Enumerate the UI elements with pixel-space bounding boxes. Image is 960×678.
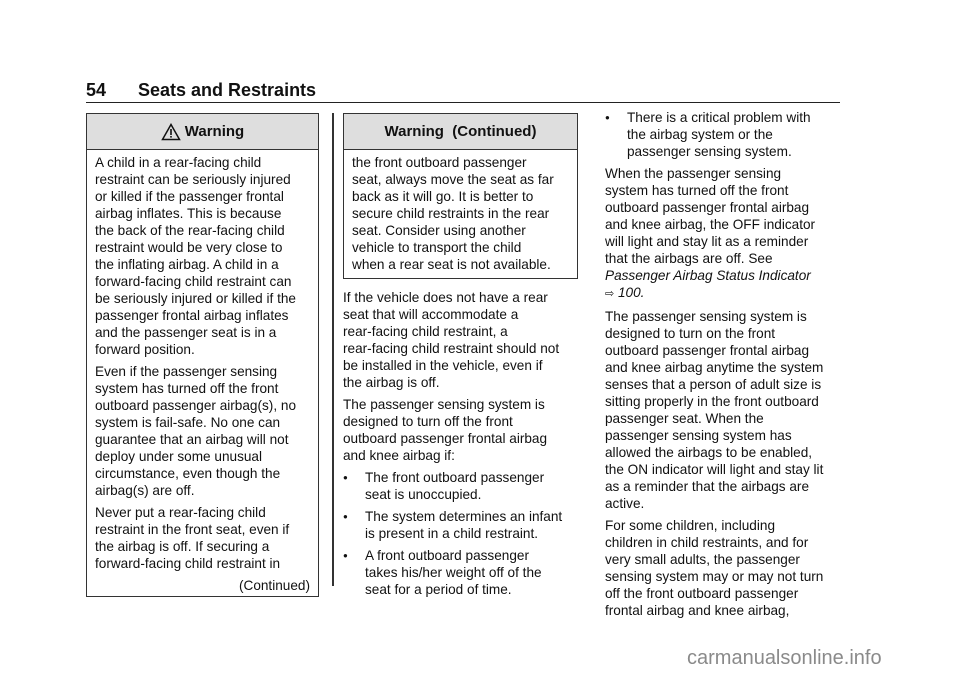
text-line: seat, always move the seat as far	[352, 172, 554, 187]
text-line: The front outboard passenger	[365, 470, 545, 485]
column-divider	[332, 113, 334, 586]
text-line: vehicle to transport the child	[352, 240, 522, 255]
text-line: system has turned off the front	[605, 183, 789, 198]
paragraph	[365, 547, 542, 598]
text-line: be installed in the vehicle, even if	[343, 358, 543, 373]
bullet-icon: ●	[605, 113, 610, 122]
text-line: or killed if the passenger frontal	[95, 189, 284, 204]
paragraph	[95, 363, 310, 499]
text-line: rear-facing child restraint should not	[343, 341, 560, 356]
bullet-item	[605, 109, 845, 160]
text-line: rear-facing child restraint, a	[343, 324, 508, 339]
text-line: outboard passenger frontal airbag	[605, 343, 810, 358]
text-line: If the vehicle does not have a rear	[343, 290, 548, 305]
text-line: outboard passenger airbag(s), no	[95, 398, 297, 413]
text-line: The passenger sensing system is	[605, 309, 807, 324]
page-header	[86, 80, 316, 101]
bullet-icon: ●	[343, 473, 348, 482]
text-line: designed to turn on the front	[605, 326, 776, 341]
right-column	[605, 109, 845, 624]
bullet-item	[343, 508, 583, 542]
cross-reference-page[interactable]: ⇨ 100.	[605, 285, 645, 300]
text-line: A front outboard passenger	[365, 548, 529, 563]
text-line: airbag inflates. This is because	[95, 206, 282, 221]
text-line: back as it will go. It is better to	[352, 189, 534, 204]
text-line: frontal airbag and knee airbag,	[605, 603, 790, 618]
text-line: be seriously injured or killed if the	[95, 291, 296, 306]
warning-triangle-icon	[161, 123, 181, 141]
warning-box	[86, 113, 319, 597]
page-arrow-icon: ⇨	[605, 288, 615, 300]
text-line: circumstance, even though the	[95, 466, 281, 481]
text-line: when a rear seat is not available.	[352, 257, 551, 272]
warning-continued-box	[343, 113, 578, 279]
text-line: outboard passenger frontal airbag	[605, 200, 810, 215]
paragraph	[352, 154, 569, 273]
text-line: active.	[605, 496, 645, 511]
text-line: passenger sensing system.	[627, 144, 792, 159]
bullet-item	[343, 469, 583, 503]
text-line: system has turned off the front	[95, 381, 279, 396]
text-line: restraint in the front seat, even if	[95, 522, 290, 537]
paragraph	[365, 508, 562, 542]
middle-column	[343, 289, 583, 603]
text-line: forward position.	[95, 342, 195, 357]
text-line: A child in a rear-facing child	[95, 155, 262, 170]
paragraph	[95, 154, 310, 358]
text-line: passenger frontal airbag inflates	[95, 308, 289, 323]
paragraph	[605, 308, 845, 512]
text-line: restraint can be seriously injured	[95, 172, 291, 187]
continued-label: (Continued)	[238, 578, 310, 593]
paragraph	[605, 165, 845, 303]
text-line: restraint would be very close to	[95, 240, 283, 255]
paragraph	[627, 109, 811, 160]
text-line: is present in a child restraint.	[365, 526, 539, 541]
text-line: passenger sensing system has	[605, 428, 792, 443]
warning-continued-body	[344, 150, 577, 273]
text-line: sensing system may or may not turn	[605, 569, 824, 584]
text-line: off the front outboard passenger	[605, 586, 799, 601]
bullet-icon: ●	[343, 551, 348, 560]
page-number: 54	[86, 80, 107, 100]
warning-continued-header: Warning (Continued)	[344, 114, 577, 150]
text-line: takes his/her weight off of the	[365, 565, 542, 580]
warning-body	[87, 150, 318, 572]
text-line: and knee airbag if:	[343, 448, 455, 463]
text-line: senses that a person of adult size is	[605, 377, 822, 392]
paragraph	[95, 504, 310, 572]
text-line: allowed the airbags to be enabled,	[605, 445, 813, 460]
paragraph	[605, 517, 845, 619]
text-line: Never put a rear-facing child	[95, 505, 266, 520]
paragraph	[343, 289, 583, 391]
text-line: When the passenger sensing	[605, 166, 782, 181]
bullet-item	[343, 547, 583, 598]
text-line: the front outboard passenger	[352, 155, 527, 170]
text-line: seat. Consider using another	[352, 223, 526, 238]
warning-title: Warning	[184, 123, 245, 140]
warning-header	[87, 114, 318, 150]
text-line: The passenger sensing system is	[343, 397, 545, 412]
text-line: will light and stay lit as a reminder	[605, 234, 809, 249]
text-line: system is fail-safe. No one can	[95, 415, 281, 430]
text-line: very small adults, the passenger	[605, 552, 800, 567]
text-line: as a reminder that the airbags are	[605, 479, 810, 494]
text-line: and knee airbag anytime the system	[605, 360, 824, 375]
paragraph	[343, 396, 583, 464]
text-line: and the passenger seat is in a	[95, 325, 277, 340]
bullet-icon: ●	[343, 512, 348, 521]
text-line: the airbag is off.	[343, 375, 440, 390]
text-line: the inflating airbag. A child in a	[95, 257, 279, 272]
text-line: seat is unoccupied.	[365, 487, 482, 502]
text-line: that the airbags are off. See	[605, 251, 773, 266]
text-line: There is a critical problem with	[627, 110, 811, 125]
text-line: designed to turn off the front	[343, 414, 513, 429]
text-line: forward-facing child restraint in	[95, 556, 281, 571]
watermark: carmanualsonline.info	[687, 647, 882, 669]
paragraph	[365, 469, 544, 503]
text-line: seat for a period of time.	[365, 582, 512, 597]
text-line: seat that will accommodate a	[343, 307, 519, 322]
cross-reference-link[interactable]: Passenger Airbag Status Indicator	[605, 268, 811, 283]
text-line: airbag(s) are off.	[95, 483, 195, 498]
text-line: the ON indicator will light and stay lit	[605, 462, 824, 477]
text-line: sitting properly in the front outboard	[605, 394, 819, 409]
text-line: outboard passenger frontal airbag	[343, 431, 548, 446]
text-line: Even if the passenger sensing	[95, 364, 278, 379]
text-line: secure child restraints in the rear	[352, 206, 550, 221]
text-line: passenger seat. When the	[605, 411, 764, 426]
text-line: guarantee that an airbag will not	[95, 432, 289, 447]
text-line: deploy under some unusual	[95, 449, 263, 464]
text-line: children in child restraints, and for	[605, 535, 809, 550]
text-line: the airbag is off. If securing a	[95, 539, 270, 554]
text-line: and knee airbag, the OFF indicator	[605, 217, 816, 232]
section-title: Seats and Restraints	[138, 80, 317, 100]
text-line: forward-facing child restraint can	[95, 274, 292, 289]
header-rule	[86, 102, 840, 103]
text-line: The system determines an infant	[365, 509, 563, 524]
text-line: For some children, including	[605, 518, 776, 533]
text-line: the back of the rear-facing child	[95, 223, 285, 238]
text-line: the airbag system or the	[627, 127, 773, 142]
